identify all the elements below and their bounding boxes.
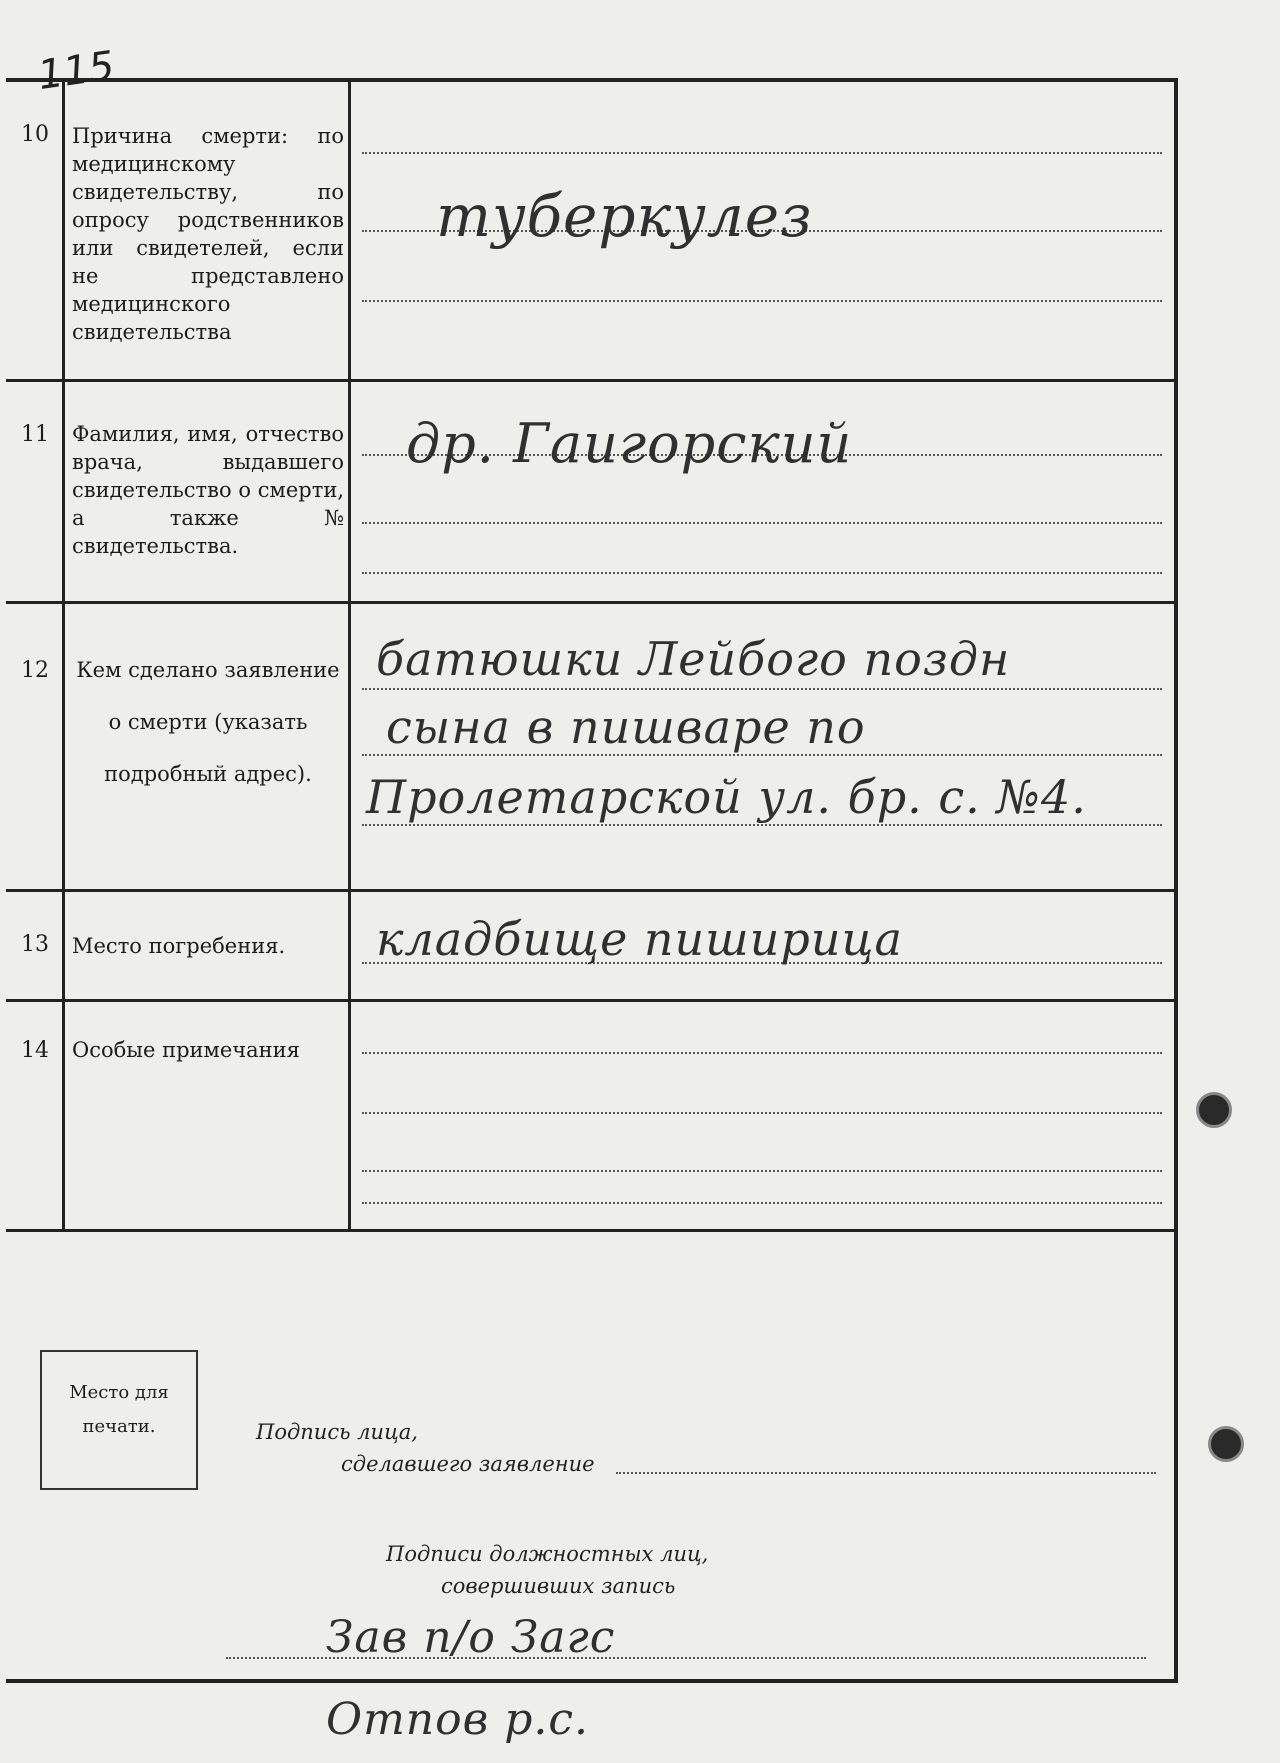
binder-hole-icon [1208,1426,1244,1462]
officials-sign-label: Подписи должностных лиц, [386,1542,709,1566]
row-number: 10 [21,122,49,147]
row-label: Кем сделано заявление о смерти (указать подробный адрес). [76,658,340,786]
row-11 [6,382,1174,604]
row-number: 12 [21,658,49,683]
stamp-place [40,1350,198,1490]
row-label: Место погребения. [72,934,286,958]
stamp-label-2: печати. [82,1416,156,1437]
official-signature-1: Зав п/о Загс [326,1612,616,1663]
row-label: Особые примечания [72,1038,300,1062]
row-number: 13 [21,932,49,957]
handwritten-entry: др. Гаигорский [406,412,853,475]
official-signature-2: Отпов р.с. [326,1694,589,1745]
row-label: Фамилия, имя, отчество врача, выдавшего свидетельство о смерти, а также № свидетельства. [72,422,344,558]
handwritten-entry-line: Пролетарской ул. бр. с. №4. [366,770,1087,824]
officials-sign-label-2: совершивших запись [441,1574,676,1598]
row-number: 11 [21,422,49,447]
applicant-sign-label-2: сделавшего заявление [341,1452,595,1476]
handwritten-entry: туберкулез [436,182,813,250]
row-label: Причина смерти: по медицинскому свидетельству, по опросу родственников или свидетелей, если не представлено медицинского свидетельства [72,124,344,344]
binder-hole-icon [1196,1092,1232,1128]
handwritten-entry: кладбище пиширица [376,912,903,966]
applicant-sign-label: Подпись лица, [256,1420,418,1444]
row-13 [6,892,1174,1002]
page-number: 115 [35,42,118,100]
stamp-label: Место для [69,1382,169,1403]
handwritten-entry-line: батюшки Лейбого поздн [376,632,1011,686]
handwritten-entry-line: сына в пишваре по [386,700,866,754]
row-12 [6,604,1174,892]
row-10 [6,82,1174,382]
row-14 [6,1002,1174,1232]
row-number: 14 [21,1038,49,1063]
